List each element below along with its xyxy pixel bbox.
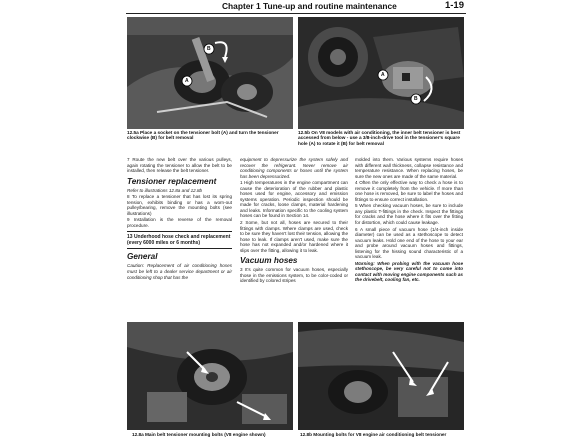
continued-text: equipment to depressurize the system safely and recover the refrigerant. Never remove air conditioning components or hoses until the system has been depressurized. bbox=[240, 157, 348, 179]
text-column-2 bbox=[240, 157, 348, 285]
paragraph-8: 8 To replace a tensioner that has lost its spring tension, exhibits binding or has a worn-out pulley/bearing, remove the mounting bolts (see illustrations) bbox=[127, 194, 232, 216]
caution-note: Caution: Replacement of air conditioning hoses must be left to a dealer service department or air conditioning shop that has the bbox=[127, 263, 232, 280]
engine-photo-a bbox=[127, 17, 293, 129]
label-a: A bbox=[381, 72, 385, 78]
paragraph-1: 1 High temperatures in the engine compartment can cause the deterioration of the rubber and plastic hoses used for engine, accessory and emission systems operation. Periodic inspection should be made for cracks, loose clamps, material hardening and leaks. Information specific to the cooling system hoses can be found in Section 14. bbox=[240, 180, 348, 219]
warning-note: Warning: When probing with the vacuum hose stethoscope, be very careful not to come into contact with moving engine components such as the drivebelt, cooling fan, etc. bbox=[355, 260, 463, 283]
label-b: B bbox=[414, 96, 418, 102]
paragraph-9: 9 Installation is the reverse of the removal procedure. bbox=[127, 217, 232, 228]
heading-tensioner-replacement: Tensioner replacement bbox=[127, 176, 217, 186]
label-b: B bbox=[207, 46, 211, 52]
paragraph-5: 5 When checking vacuum hoses, be sure to include any plastic T-fittings in the check. Inspect the fittings for cracks and the hose where it fits over the fitting for distortion, which could cause leakage. bbox=[355, 203, 463, 226]
continued-text: molded into them. Various systems require hoses with different wall thickness, collapse resistance and temperature resistance. When replacing hoses, be sure the new ones are made of the same material. bbox=[355, 157, 463, 179]
figure-12-5b bbox=[298, 17, 464, 129]
caption-12-5a: 12.5a Place a socket on the tensioner bolt (A) and turn the tensioner clockwise (B) for belt removal bbox=[127, 130, 279, 141]
refer-illustrations: Refer to illustrations 12.8a and 12.8b bbox=[127, 187, 203, 193]
label-a: A bbox=[185, 78, 189, 84]
paragraph-6: 6 A small piece of vacuum hose (1/4-inch inside diameter) can be used as a stethoscope to detect vacuum leaks. Hold one end of the hose to your ear and probe around vacuum hoses and fittings, listening for the hissing sound characteristic of a vacuum leak. bbox=[355, 226, 463, 260]
heading-vacuum-hoses: Vacuum hoses bbox=[240, 256, 298, 266]
engine-photo-c bbox=[127, 322, 293, 430]
page-header bbox=[126, 0, 466, 14]
caption-12-8a: 12.8a Main belt tensioner mounting bolts (V8 engine shown) bbox=[132, 432, 266, 437]
text-column-3 bbox=[355, 157, 463, 284]
caption-12-8b: 12.8b Mounting bolts for V8 engine air conditioning belt tensioner bbox=[300, 432, 447, 437]
engine-photo-d bbox=[298, 322, 464, 430]
figure-12-8b bbox=[298, 322, 464, 430]
page-number: 1-19 bbox=[444, 0, 464, 11]
text-column-1 bbox=[127, 157, 232, 281]
chapter-title: Chapter 1 Tune-up and routine maintenance bbox=[222, 1, 397, 11]
paragraph-7: 7 Route the new belt over the various pulleys, again rotating the tensioner to allow the belt to be installed, then release the belt tensioner. bbox=[127, 157, 232, 174]
figure-12-8a bbox=[127, 322, 293, 430]
section-13-heading: 13 Underhood hose check and replacement (every 6000 miles or 6 months) bbox=[127, 231, 232, 249]
paragraph-4: 4 Often the only effective way to check a hose is to remove it completely from the vehicle. If more than one hose is removed, be sure to label the hoses and fittings to ensure correct installation. bbox=[355, 180, 463, 202]
caption-12-5b: 12.5b On V8 models with air conditioning, the inner belt tensioner is best accessed from below - use a 3/8-inch-drive tool in the tensioner's square hole (A) to rotate it (B) for belt removal bbox=[298, 130, 461, 146]
paragraph-2: 2 Some, but not all, hoses are secured to their fittings with clamps. Where clamps are used, check to be sure they haven't lost their tension, allowing the hose to leak. If clamps aren't used, make sure the hose has not expanded and/or hardened where it slips over the fitting, allowing it to leak. bbox=[240, 220, 348, 253]
figure-12-5a bbox=[127, 17, 293, 129]
paragraph-3: 3 It's quite common for vacuum hoses, especially those in the emissions system, to be color-coded or identified by colored stripes bbox=[240, 267, 348, 284]
heading-general: General bbox=[127, 252, 158, 262]
